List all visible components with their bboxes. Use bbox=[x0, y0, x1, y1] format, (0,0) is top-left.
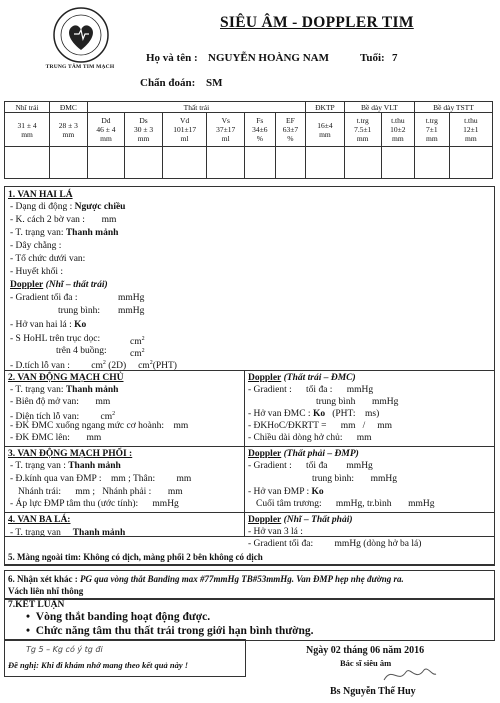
normal-values-row bbox=[5, 113, 493, 147]
measured-value-cell bbox=[245, 147, 276, 179]
valve-area-unit-2d: cm bbox=[91, 361, 103, 372]
area-4ch-label: trên 4 buồng: bbox=[56, 346, 107, 356]
valve-area-unit-pht: cm bbox=[138, 361, 150, 372]
valve-area-pht: (PHT) bbox=[152, 361, 177, 372]
normal-value-cell bbox=[207, 113, 245, 147]
right-branch-unit: mm bbox=[167, 487, 183, 497]
doppler-4-label: Doppler bbox=[248, 515, 282, 525]
cell-unit: mm bbox=[392, 134, 404, 143]
cell-param: t.thu bbox=[464, 116, 478, 125]
measured-value-cell bbox=[381, 147, 414, 179]
ascending-aorta-label: - ĐK ĐMC lên: bbox=[10, 433, 70, 443]
pulm-gradient-label: - Gradient : bbox=[248, 461, 292, 471]
gradient-mean-label: trung bình: bbox=[58, 306, 100, 316]
tricuspid-gradient-label: - Gradient tối đa: bbox=[248, 539, 314, 549]
pulm-gradient-max-unit: mmHg bbox=[346, 461, 373, 471]
ratio-unit-1: mm bbox=[340, 421, 356, 431]
valve-distance-unit: mm bbox=[101, 215, 117, 225]
col-header-left-ventricle: Thất trái bbox=[87, 102, 306, 113]
measured-value-cell bbox=[5, 147, 50, 179]
cell-param: Dd bbox=[101, 116, 111, 125]
normal-value-cell bbox=[245, 113, 276, 147]
measured-value-cell bbox=[162, 147, 207, 179]
cell-unit: mm bbox=[426, 134, 438, 143]
pht-unit: ms) bbox=[364, 409, 380, 419]
cell-unit: mm bbox=[465, 134, 477, 143]
section-3-title: 3. VAN ĐỘNG MẠCH PHỔI : bbox=[8, 449, 133, 459]
aortic-gradient-max-unit: mmHg bbox=[346, 385, 374, 395]
gradient-max-unit: mmHg bbox=[118, 293, 145, 303]
pulm-valve-status-value: Thanh mảnh bbox=[68, 461, 121, 471]
doppler-3-sub: (Thất phải – ĐMP) bbox=[283, 449, 359, 459]
cell-unit: mm bbox=[21, 129, 33, 139]
col-header-aorta: ĐMC bbox=[50, 102, 88, 113]
valve-status-label: - T. trạng van: bbox=[10, 228, 64, 238]
tricuspid-regurg-label: - Hở van 3 lá : bbox=[248, 527, 303, 537]
other-notes-text-2: Vách liên nhĩ thông bbox=[8, 586, 84, 596]
cell-param: t.trg bbox=[356, 116, 369, 125]
motion-label: - Dạng di động : bbox=[10, 202, 73, 212]
measurement-table bbox=[4, 101, 493, 179]
aortic-gradient-mean: trung bình bbox=[316, 397, 356, 407]
doppler-2-sub: (Thất trái – ĐMC) bbox=[283, 373, 356, 383]
subvalvular-label: - Tổ chức dưới van: bbox=[10, 254, 86, 264]
pulm-gradient-mean: trung bình: bbox=[312, 474, 354, 484]
section-4-title: 4. VAN BA LÁ: bbox=[8, 515, 71, 525]
tricuspid-status-label: - T. trạng van bbox=[10, 528, 61, 538]
patient-name: NGUYỄN HOÀNG NAM bbox=[208, 52, 329, 64]
doctor-name: Bs Nguyễn Thế Huy bbox=[330, 686, 416, 697]
age-value: 7 bbox=[392, 52, 398, 64]
descending-aorta-unit: mm bbox=[173, 421, 189, 431]
cell-unit: mm bbox=[62, 129, 75, 139]
end-diastolic-label: Cuối tâm trương: bbox=[256, 499, 322, 509]
advice-text: Đề nghị: Khi đi khám nhớ mang theo kết quả này ! bbox=[8, 660, 189, 670]
cell-unit: % bbox=[287, 134, 294, 143]
tricuspid-status-value: Thanh mảnh bbox=[72, 528, 126, 538]
normal-value-cell bbox=[344, 113, 381, 147]
aortic-regurg-value: Ko bbox=[312, 409, 326, 419]
aortic-area-label: - Diện tích lỗ van: bbox=[10, 412, 80, 423]
pulm-gradient-mean-unit: mmHg bbox=[370, 474, 397, 484]
aortic-opening-label: - Biên độ mở van: bbox=[10, 397, 79, 407]
measured-value-cell bbox=[207, 147, 245, 179]
pulm-pressure-unit: mmHg bbox=[152, 499, 179, 509]
ascending-aorta-unit: mm bbox=[86, 433, 102, 443]
cell-unit: ml bbox=[221, 134, 230, 143]
conclusion-1: Vòng thắt banding hoạt động được. bbox=[35, 611, 211, 623]
pulm-trunk-label: mm ; Thân: bbox=[110, 474, 156, 484]
pulm-trunk-unit: mm bbox=[176, 474, 192, 484]
cell-param: Vd bbox=[180, 116, 190, 125]
mean-unit: mmHg bbox=[408, 499, 435, 509]
jet-length-unit: mm bbox=[356, 433, 372, 443]
descending-aorta-label: - ĐK ĐMC xuống ngang mức cơ hoành: bbox=[10, 421, 164, 431]
mitral-regurg-value: Ko bbox=[74, 320, 87, 330]
cell-range: 37±17 bbox=[216, 125, 236, 134]
pht-label: (PHT: bbox=[332, 409, 356, 419]
mitral-regurg-label: - Hở van hai lá : bbox=[10, 320, 72, 330]
cell-range: 63±7 bbox=[282, 125, 299, 134]
jet-length-label: - Chiều dài dòng hở chủ: bbox=[248, 433, 343, 443]
measured-value-cell bbox=[415, 147, 450, 179]
pulm-valve-status-label: - T. trạng van : bbox=[10, 461, 66, 471]
cell-unit: mm bbox=[137, 134, 150, 143]
cell-range: 7.5±1 bbox=[354, 125, 372, 134]
aortic-opening-unit: mm bbox=[95, 397, 111, 407]
cell-param: t.trg bbox=[425, 116, 438, 125]
cell-unit: ml bbox=[180, 134, 189, 143]
doctor-role: Bác sĩ siêu âm bbox=[340, 658, 392, 668]
report-date: Ngày 02 tháng 06 năm 2016 bbox=[306, 645, 425, 656]
ratio-unit-2: mm bbox=[377, 421, 392, 431]
diagnosis-label: Chẩn đoán: bbox=[140, 77, 196, 89]
signature-mark bbox=[380, 664, 440, 686]
cell-param: Vs bbox=[221, 116, 230, 125]
aortic-gradient-label: - Gradient : bbox=[248, 385, 292, 395]
cell-range: 28 ± 3 bbox=[58, 120, 78, 130]
cell-range: 31 ± 4 bbox=[17, 120, 37, 130]
report-title: SIÊU ÂM - DOPPLER TIM bbox=[220, 14, 414, 31]
cell-unit: % bbox=[256, 134, 263, 143]
area-long-axis-unit: cm bbox=[130, 337, 142, 348]
diagnosis-value: SM bbox=[206, 77, 223, 89]
normal-value-cell bbox=[306, 113, 344, 147]
col-header-dktp: ĐKTP bbox=[306, 102, 344, 113]
normal-value-cell bbox=[162, 113, 207, 147]
measured-value-cell bbox=[125, 147, 163, 179]
center-name: TRUNG TÂM TIM MẠCH bbox=[45, 64, 115, 70]
cell-param: EF bbox=[286, 116, 295, 125]
cell-range: 101±17 bbox=[173, 125, 197, 134]
normal-value-cell bbox=[415, 113, 450, 147]
pulm-diameter-label: - Đ.kính qua van ĐMP : bbox=[10, 474, 102, 484]
mean-label: tr.bình bbox=[366, 499, 392, 509]
cell-range: 10±2 bbox=[390, 125, 406, 134]
aortic-regurg-label: - Hở van ĐMC : bbox=[248, 409, 311, 419]
name-label: Họ và tên : bbox=[146, 52, 198, 64]
other-notes-text: PG qua vòng thắt Banding max #77mmHg TB#53mmHg. Van ĐMP hẹp nhẹ đường ra. bbox=[80, 574, 404, 584]
conclusion-2: Chức năng tâm thu thất trái trong giới hạn bình thường. bbox=[35, 625, 314, 637]
left-branch-label: Nhánh trái: bbox=[18, 487, 62, 497]
measured-values-row bbox=[5, 147, 493, 179]
doppler-2-label: Doppler bbox=[248, 373, 282, 383]
doppler-3-label: Doppler bbox=[248, 449, 282, 459]
area-4ch-unit: cm bbox=[130, 349, 142, 360]
thrombus-label: - Huyết khối : bbox=[10, 267, 64, 277]
normal-value-cell bbox=[449, 113, 492, 147]
cell-param: Fs bbox=[256, 116, 264, 125]
motion-value: Ngược chiều bbox=[74, 202, 126, 212]
gradient-mean-unit: mmHg bbox=[118, 306, 145, 316]
gradient-max-label: - Gradient tối đa : bbox=[10, 293, 78, 303]
cell-unit: mm bbox=[319, 129, 331, 139]
cell-param: Ds bbox=[139, 116, 148, 125]
cell-range: 7±1 bbox=[426, 125, 438, 134]
other-notes-label: 6. Nhận xét khác : bbox=[8, 574, 78, 584]
normal-value-cell bbox=[87, 113, 125, 147]
right-branch-label: Nhánh phải : bbox=[102, 487, 152, 497]
left-branch-unit: mm ; bbox=[75, 487, 96, 497]
cell-range: 34±6 bbox=[252, 125, 268, 134]
col-header-septum: Bề dày TSTT bbox=[415, 102, 493, 113]
cell-range: 16±4 bbox=[317, 120, 333, 130]
ratio-slash: / bbox=[362, 421, 366, 431]
valve-area-label: - D.tích lỗ van : bbox=[10, 361, 70, 372]
valve-distance-label: - K. cách 2 bờ van : bbox=[10, 215, 85, 225]
measured-value-cell bbox=[306, 147, 344, 179]
chordae-label: - Dây chằng : bbox=[10, 241, 62, 251]
aortic-valve-status-label: - T. trạng van: bbox=[10, 385, 64, 395]
normal-value-cell bbox=[50, 113, 88, 147]
pulm-gradient-max: tối đa bbox=[306, 461, 328, 471]
doppler-1-sub: (Nhĩ – thất trái) bbox=[45, 280, 108, 290]
aortic-gradient-mean-unit: mmHg bbox=[371, 397, 399, 407]
normal-value-cell bbox=[125, 113, 163, 147]
col-header-left-atrium: Nhĩ trái bbox=[5, 102, 50, 113]
cell-range: 46 ± 4 bbox=[96, 125, 116, 134]
cell-unit: mm bbox=[356, 134, 369, 143]
measured-value-cell bbox=[449, 147, 492, 179]
valve-status-value: Thanh mảnh bbox=[65, 228, 119, 238]
measured-value-cell bbox=[50, 147, 88, 179]
normal-value-cell bbox=[275, 113, 306, 147]
pulm-regurg-label: - Hở van ĐMP : bbox=[248, 487, 310, 497]
aortic-gradient-max: tối đa : bbox=[306, 385, 333, 395]
measured-value-cell bbox=[87, 147, 125, 179]
tricuspid-gradient-unit: mmHg (dòng hở ba lá) bbox=[334, 539, 422, 549]
measured-value-cell bbox=[275, 147, 306, 179]
cell-range: 30 ± 3 bbox=[133, 125, 154, 134]
cell-range: 12±1 bbox=[463, 125, 479, 134]
section-1-title: 1. VAN HAI LÁ bbox=[8, 190, 73, 200]
doppler-4-sub: (Nhĩ – Thất phải) bbox=[283, 515, 353, 525]
col-header-lv-wall: Bề dày VLT bbox=[344, 102, 414, 113]
aortic-area-unit: cm bbox=[100, 412, 113, 423]
section-5-pericardium: 5. Màng ngoài tim: Không có dịch, màng phổi 2 bên không có dịch bbox=[8, 552, 263, 562]
cell-param: t.thu bbox=[391, 116, 405, 125]
normal-value-cell bbox=[5, 113, 50, 147]
valve-area-2d: (2D) bbox=[108, 361, 127, 372]
age-label: Tuổi: bbox=[360, 52, 385, 64]
cell-unit: mm bbox=[100, 134, 112, 143]
hospital-logo bbox=[50, 6, 112, 64]
measured-value-cell bbox=[344, 147, 381, 179]
section-2-title: 2. VAN ĐỘNG MẠCH CHỦ bbox=[8, 373, 124, 383]
ratio-label: - ĐKHoC/ĐKRTT = bbox=[248, 421, 327, 431]
doppler-1-label: Doppler bbox=[10, 280, 44, 290]
pulm-pressure-label: - Áp lực ĐMP tâm thu (ước tính): bbox=[10, 499, 139, 509]
pulm-regurg-value: Ko bbox=[311, 487, 324, 497]
end-diastolic-unit: mmHg, bbox=[335, 499, 365, 509]
aortic-valve-status-value: Thanh mảnh bbox=[65, 385, 119, 395]
conclusion-title: 7.KẾT LUẬN bbox=[8, 600, 65, 610]
normal-value-cell bbox=[381, 113, 414, 147]
area-long-axis-label: - S HoHL trên trục dọc: bbox=[10, 334, 101, 344]
handwritten-note: Tg 5 – Kg có ý tg đi bbox=[26, 645, 103, 654]
